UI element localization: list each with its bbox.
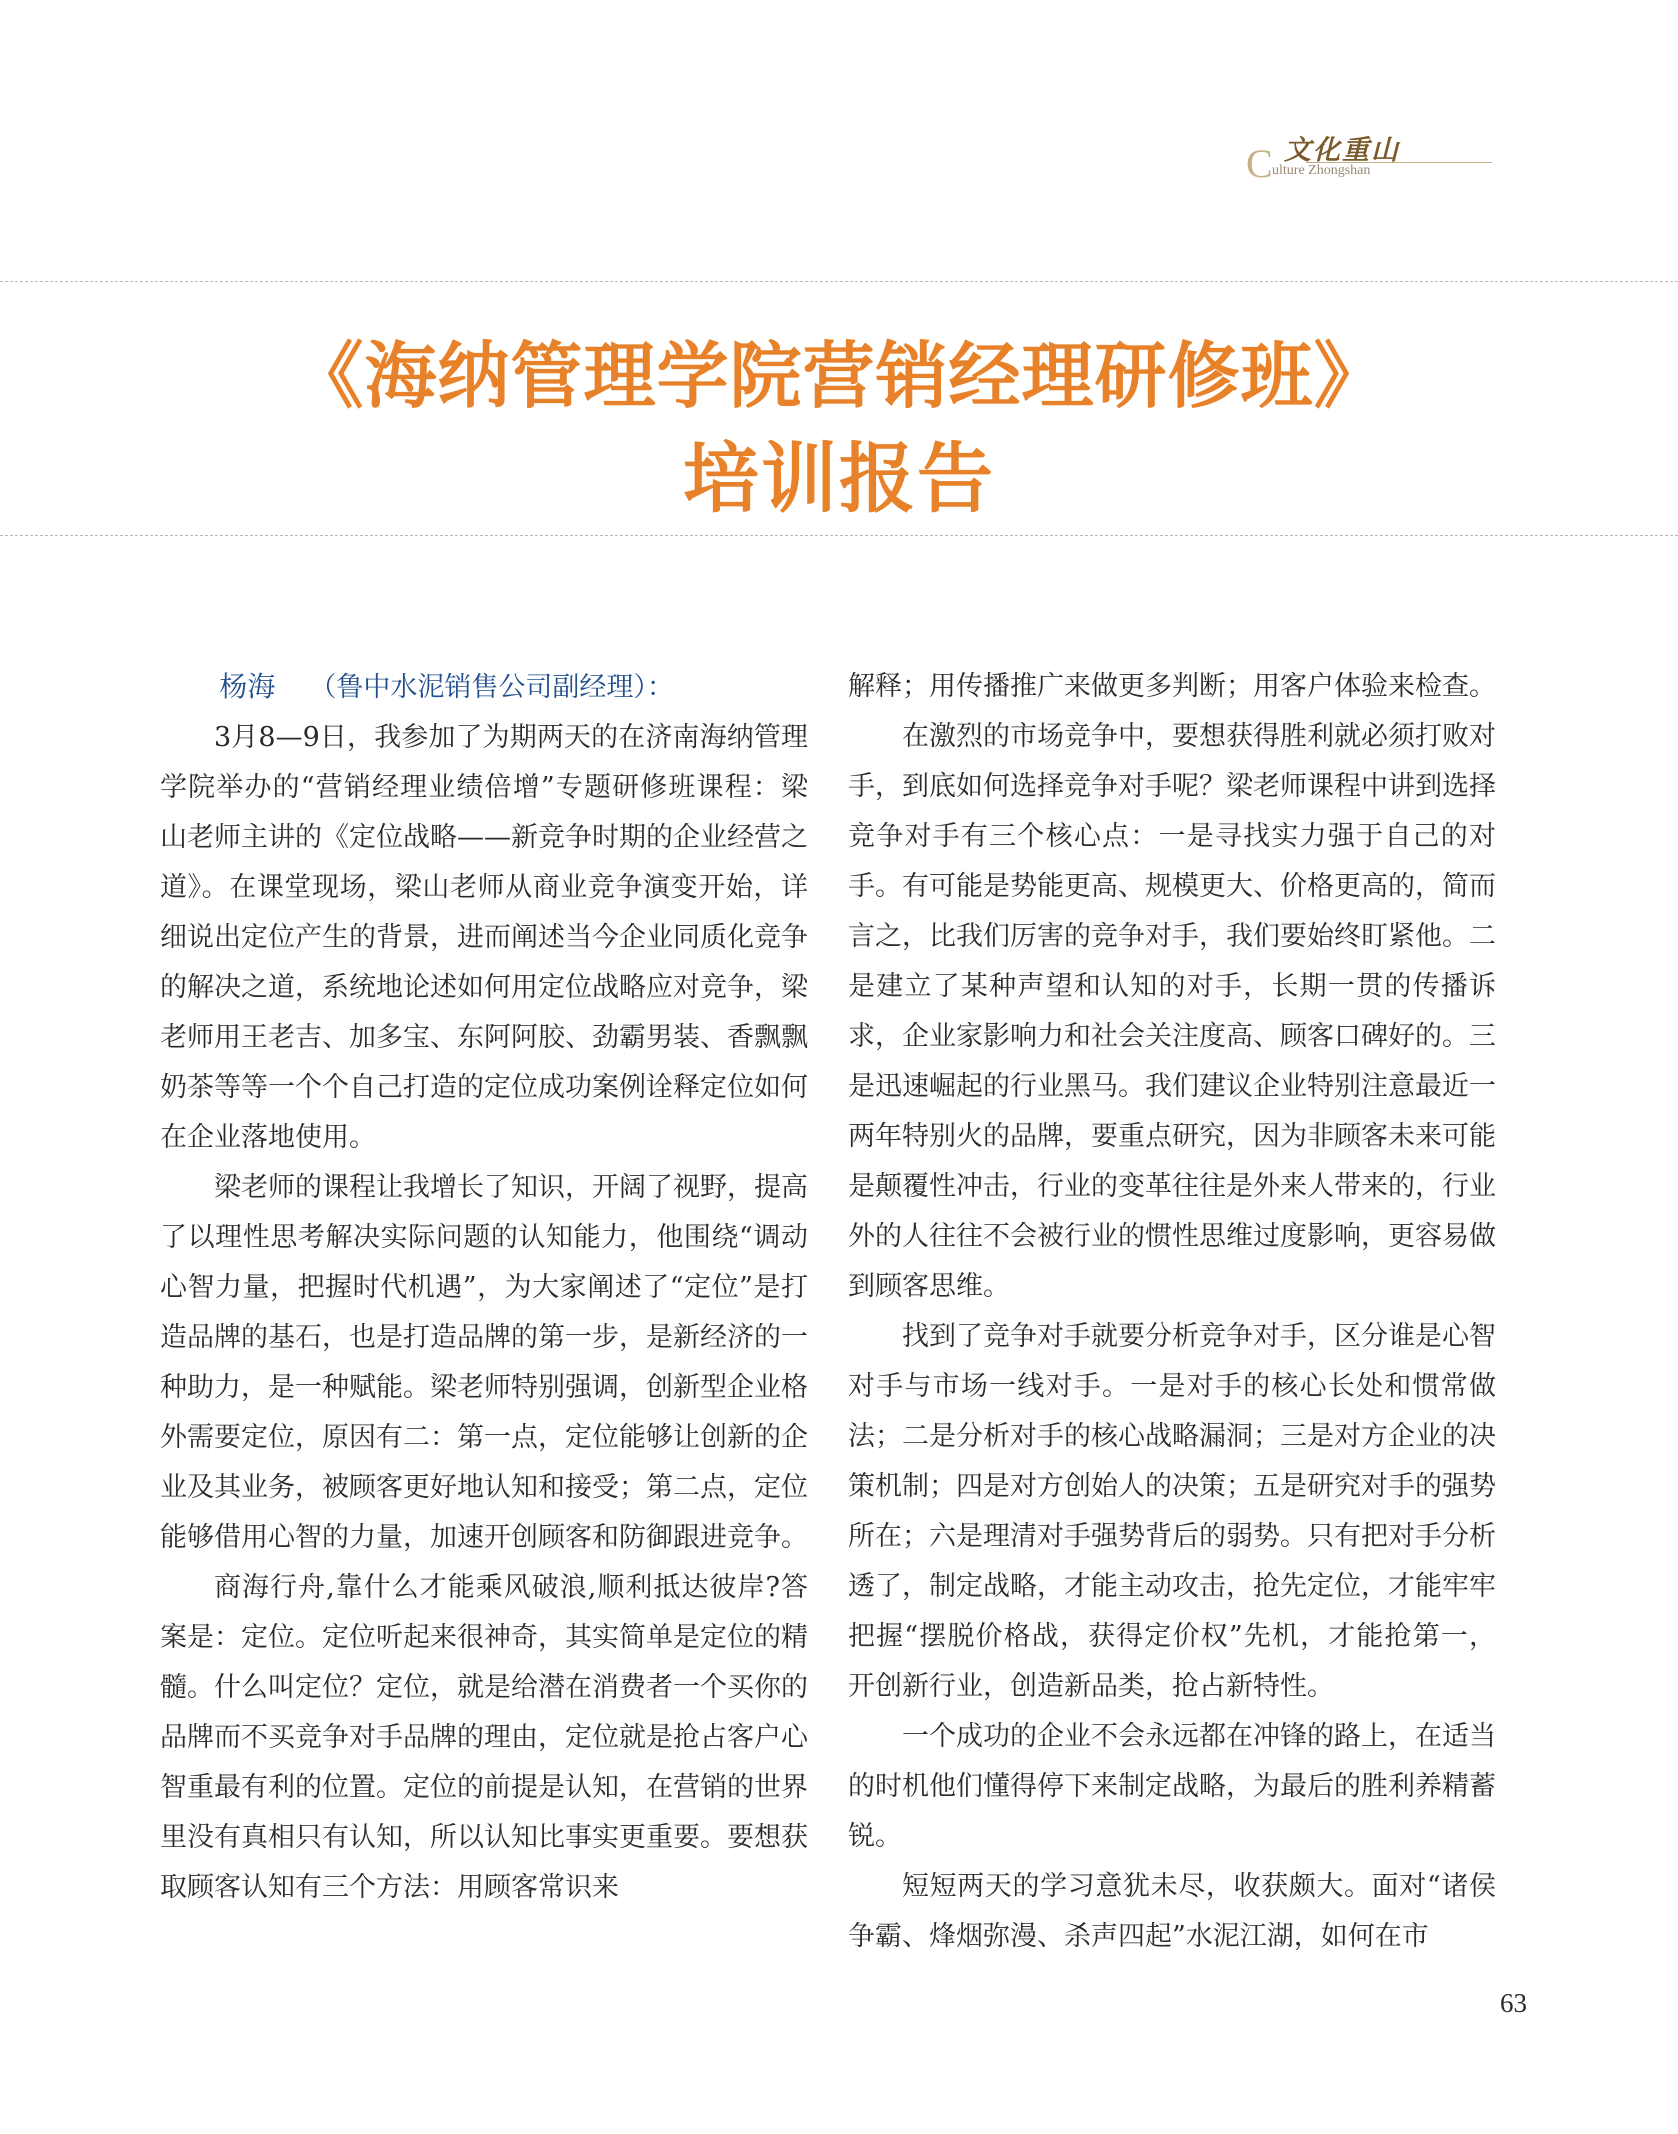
title-top-divider bbox=[0, 281, 1678, 282]
magazine-logo bbox=[1242, 126, 1492, 186]
paragraph-continued: 解释；用传播推广来做更多判断；用客户体验来检查。 bbox=[848, 671, 1496, 702]
author-affiliation: （鲁中水泥销售公司副经理）： bbox=[309, 672, 674, 703]
paragraph: 在激烈的市场竞争中，要想获得胜利就必须打败对手，到底如何选择竞争对手呢？梁老师课程中讲到选择竞争对手有三个核心点：一是寻找实力强于自己的对手。有可能是势能更高、规模更大、价格更高的，简而言之，比我们厉害的竞争对手，我们要始终盯紧他。二是建立了某种声望和认知的对手，长期一贯的传播诉求，企业家影响力和社会关注度高、顾客口碑好的。三是迅速崛起的行业黑马。我们建议企业特别注意最近一两年特别火的品牌，要重点研究，因为非顾客未来可能是颠覆性冲击，行业的变革往往是外来人带来的，行业外的人往往不会被行业的惯性思维过度影响，更容易做到顾客思维。 bbox=[848, 721, 1496, 1302]
article-title-line1: 《海纳管理学院营销经理研修班》 bbox=[291, 333, 1387, 418]
author-name: 杨海 bbox=[219, 670, 276, 703]
right-column bbox=[848, 662, 1496, 1962]
logo-chinese-text: 文化重山 bbox=[1284, 135, 1400, 166]
paragraph: 短短两天的学习意犹未尽，收获颇大。面对“诸侯争霸、烽烟弥漫、杀声四起”水泥江湖，如何在市 bbox=[848, 1871, 1496, 1952]
title-bottom-divider bbox=[0, 535, 1678, 536]
paragraph: 一个成功的企业不会永远都在冲锋的路上，在适当的时机他们懂得停下来制定战略，为最后的胜利养精蓄锐。 bbox=[848, 1721, 1496, 1852]
article-title-line2: 培训报告 bbox=[683, 434, 995, 523]
logo-divider bbox=[1306, 162, 1492, 163]
paragraph: 找到了竞争对手就要分析竞争对手，区分谁是心智对手与市场一线对手。一是对手的核心长处和惯常做法；二是分析对手的核心战略漏洞；三是对方企业的决策机制；四是对方创始人的决策；五是研究对手的强势所在；六是理清对手强势背后的弱势。只有把对手分析透了，制定战略，才能主动攻击，抢先定位，才能牢牢把握“摆脱价格战，获得定价权”先机，才能抢第一，开创新行业，创造新品类，抢占新特性。 bbox=[848, 1321, 1496, 1702]
logo-english-text: ulture Zhongshan bbox=[1272, 163, 1371, 178]
paragraph: 商海行舟,靠什么才能乘风破浪,顺利抵达彼岸?答案是：定位。定位听起来很神奇，其实简单是定位的精髓。什么叫定位？定位，就是给潜在消费者一个买你的品牌而不买竞争对手品牌的理由，定位就是抢占客户心智重最有利的位置。定位的前提是认知，在营销的世界里没有真相只有认知，所以认知比事实更重要。要想获取顾客认知有三个方法：用顾客常识来 bbox=[160, 1572, 808, 1903]
logo-initial-letter: C bbox=[1246, 141, 1273, 186]
author-line bbox=[160, 662, 808, 713]
page-number: 63 bbox=[1500, 1988, 1527, 2018]
paragraph: 3月8—9日，我参加了为期两天的在济南海纳管理学院举办的“营销经理业绩倍增”专题研修班课程：梁山老师主讲的《定位战略——新竞争时期的企业经营之道》。在课堂现场，梁山老师从商业竞争演变开始，详细说出定位产生的背景，进而阐述当今企业同质化竞争的解决之道，系统地论述如何用定位战略应对竞争，梁老师用王老吉、加多宝、东阿阿胶、劲霸男装、香飘飘奶茶等等一个个自己打造的定位成功案例诠释定位如何在企业落地使用。 bbox=[160, 722, 808, 1153]
paragraph: 梁老师的课程让我增长了知识，开阔了视野，提高了以理性思考解决实际问题的认知能力，他围绕“调动心智力量，把握时代机遇”，为大家阐述了“定位”是打造品牌的基石，也是打造品牌的第一步，是新经济的一种助力，是一种赋能。梁老师特别强调，创新型企业格外需要定位，原因有二：第一点，定位能够让创新的企业及其业务，被顾客更好地认知和接受；第二点，定位能够借用心智的力量，加速开创顾客和防御跟进竞争。 bbox=[160, 1172, 808, 1553]
left-column bbox=[160, 662, 808, 1913]
